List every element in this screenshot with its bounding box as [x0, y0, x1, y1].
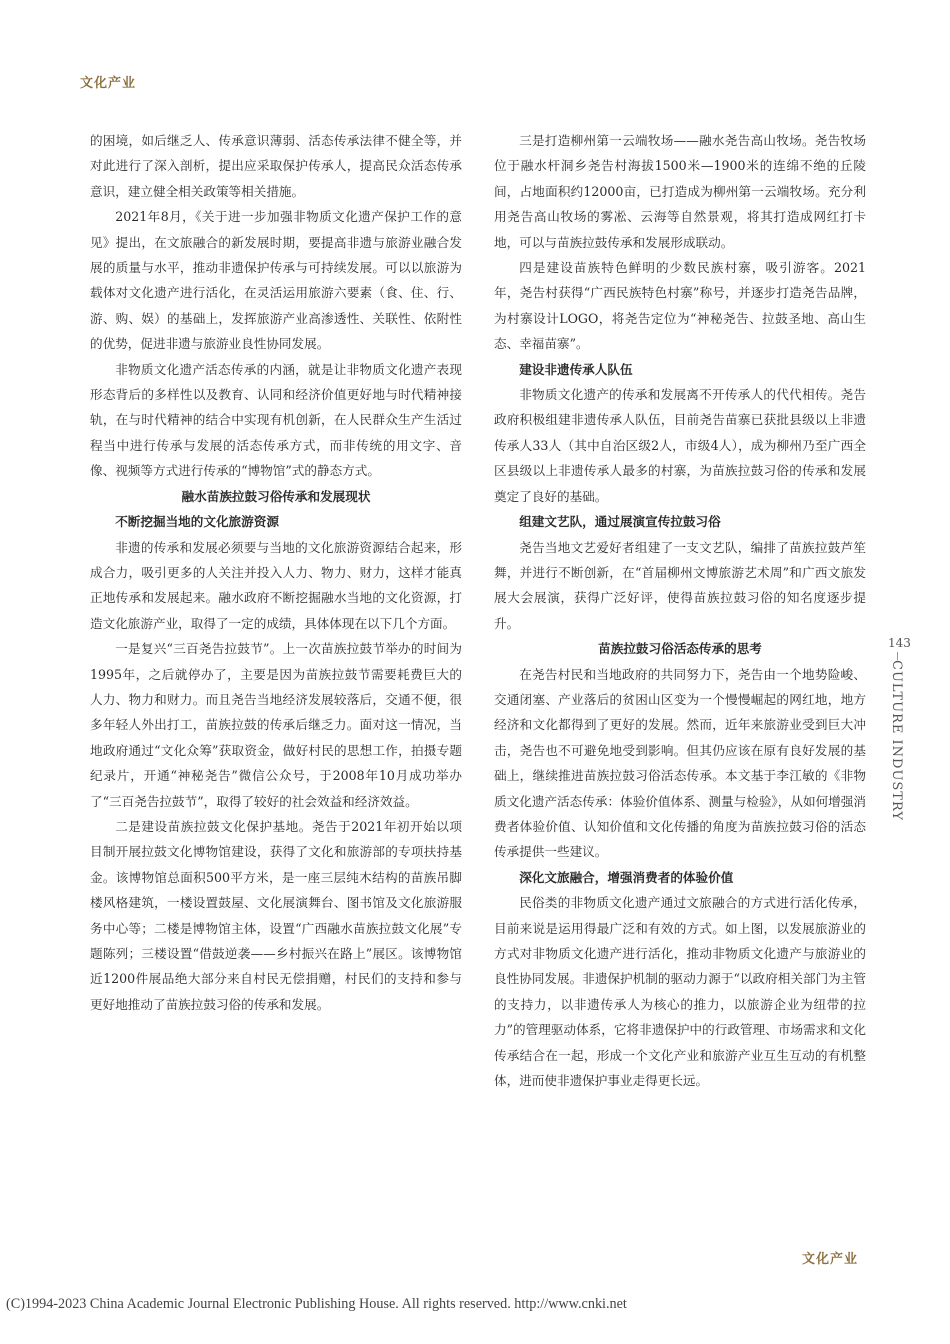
running-footer: 文化产业 [801, 1252, 858, 1267]
paragraph: 三是打造柳州第一云端牧场——融水尧告高山牧场。尧告牧场位于融水杆洞乡尧告村海拔1500米—1900米的连绵不绝的丘陵间，占地面积约12000亩，已打造成为柳州第一云端牧场。充分利用尧告高山牧场的雾凇、云海等自然景观，将其打造成网红打卡地，可以与苗族拉鼓传承和发展形成联动。 [494, 133, 866, 250]
paragraph: 非遗的传承和发展必须要与当地的文化旅游资源结合起来，形成合力，吸引更多的人关注并投入人力、物力、财力，这样才能真正地传承和发展起来。融水政府不断挖掘融水当地的文化资源，打造文化旅游产业，取得了一定的成绩，具体体现在以下几个方面。 [90, 539, 462, 631]
side-label: CULTURE INDUSTRY [889, 660, 904, 821]
divider [897, 652, 898, 660]
copyright-line: (C)1994-2023 China Academic Journal Electronic Publishing House. All rights reserved. http://www.cnki.net [6, 1296, 627, 1312]
paragraph: 一是复兴“三百尧告拉鼓节”。上一次苗族拉鼓节举办的时间为1995年，之后就停办了，主要是因为苗族拉鼓节需要耗费巨大的人力、物力和财力。而且尧告当地经济发展较落后，交通不便，很多年轻人外出打工，苗族拉鼓的传承后继乏力。面对这一情况，当地政府通过“文化众筹”获取资金，做好村民的思想工作，拍摄专题纪录片，开通“神秘尧告”微信公众号，于2008年10月成功举办了“三百尧告拉鼓节”，取得了较好的社会效益和经济效益。 [90, 641, 462, 809]
section-heading: 融水苗族拉鼓习俗传承和发展现状 [181, 488, 371, 504]
paragraph: 在尧告村民和当地政府的共同努力下，尧告由一个地势险峻、交通闭塞、产业落后的贫困山区变为一个慢慢崛起的网红地，地方经济和文化都得到了更好的发展。然而，近年来旅游业受到巨大冲击，尧告也不可避免地受到影响。但其仍应该在原有良好发展的基础上，继续推进苗族拉鼓习俗活态传承。本文基于李江敏的《非物质文化遗产活态传承：体验价值体系、测量与检验》，从如何增强消费者体验价值、认知价值和文化传播的角度为苗族拉鼓习俗的活态传承提供一些建议。 [494, 666, 866, 860]
subsection-heading: 组建文艺队，通过展演宣传拉鼓习俗 [519, 514, 721, 530]
running-header: 文化产业 [80, 76, 137, 91]
page-number: 143 [888, 636, 911, 650]
paragraph: 的困境，如后继乏人、传承意识薄弱、活态传承法律不健全等，并对此进行了深入剖析，提出应采取保护传承人，提高民众活态传承意识，建立健全相关政策等相关措施。 [90, 133, 462, 199]
section-heading: 苗族拉鼓习俗活态传承的思考 [598, 641, 762, 657]
paragraph: 二是建设苗族拉鼓文化保护基地。尧告于2021年初开始以项目制开展拉鼓文化博物馆建设，获得了文化和旅游部的专项扶持基金。该博物馆总面积500平方米，是一座三层纯木结构的苗族吊脚楼风格建筑，一楼设置鼓屋、文化展演舞台、图书馆及文化旅游服务中心等；二楼是博物馆主体，设置“广西融水苗族拉鼓文化展”专题陈列；三楼设置“借鼓逆袭——乡村振兴在路上”展区。该博物馆近1200件展品绝大部分来自村民无偿捐赠，村民们的支持和参与更好地推动了苗族拉鼓习俗的传承和发展。 [90, 818, 462, 1012]
subsection-heading: 建设非遗传承人队伍 [519, 361, 633, 377]
subsection-heading: 深化文旅融合，增强消费者的体验价值 [519, 869, 734, 885]
paragraph: 2021年8月，《关于进一步加强非物质文化遗产保护工作的意见》提出，在文旅融合的新发展时期，要提高非遗与旅游业融合发展的质量与水平，推动非遗保护传承与可持续发展。可以以旅游为载体对文化遗产进行活化，在灵活运用旅游六要素（食、住、行、游、购、娱）的基础上，发挥旅游产业高渗透性、关联性、依附性的优势，促进非遗与旅游业良性协同发展。 [90, 209, 462, 352]
subsection-heading: 不断挖掘当地的文化旅游资源 [115, 514, 279, 530]
left-column [90, 128, 462, 1017]
paragraph: 民俗类的非物质文化遗产通过文旅融合的方式进行活化传承，目前来说是运用得最广泛和有效的方式。如上图，以发展旅游业的方式对非物质文化遗产进行活化，推动非物质文化遗产与旅游业的良性协同发展。非遗保护机制的驱动力源于“以政府相关部门为主管的支持力，以非遗传承人为核心的推力，以旅游企业为纽带的拉力”的管理驱动体系，它将非遗保护中的行政管理、市场需求和文化传承结合在一起，形成一个文化产业和旅游产业互生互动的有机整体，进而使非遗保护事业走得更长远。 [494, 895, 866, 1089]
paragraph: 非物质文化遗产活态传承的内涵，就是让非物质文化遗产表现形态背后的多样性以及教育、认同和经济价值更好地与时代精神接轨，在与时代精神的结合中实现有机创新，在人民群众生产生活过程当中进行传承与发展的活态传承方式，而非传统的用文字、音像、视频等方式进行传承的“博物馆”式的静态方式。 [90, 361, 462, 479]
paragraph: 四是建设苗族特色鲜明的少数民族村寨，吸引游客。2021年，尧告村获得“广西民族特色村寨”称号，并逐步打造尧告品牌，为村寨设计LOGO，将尧告定位为“神秘尧告、拉鼓圣地、高山生态、幸福苗寨”。 [494, 260, 866, 352]
right-column [494, 128, 866, 1093]
paragraph: 尧告当地文艺爱好者组建了一支文艺队，编排了苗族拉鼓芦笙舞，并进行不断创新，在“首届柳州文博旅游艺术周”和广西文旅发展大会展演，获得广泛好评，使得苗族拉鼓习俗的知名度逐步提升。 [494, 539, 866, 631]
paragraph: 非物质文化遗产的传承和发展离不开传承人的代代相传。尧告政府积极组建非遗传承人队伍，目前尧告苗寨已获批县级以上非遗传承人33人（其中自治区级2人，市级4人），成为柳州乃至广西全区县级以上非遗传承人最多的村寨，为苗族拉鼓习俗的传承和发展奠定了良好的基础。 [494, 387, 866, 504]
